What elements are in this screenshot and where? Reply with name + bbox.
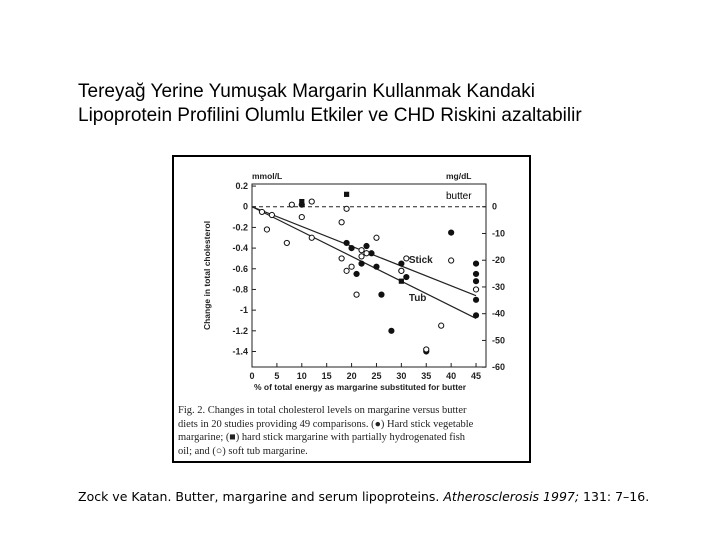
- citation-pages: 131: 7–16.: [579, 489, 650, 504]
- data-point: [473, 261, 478, 266]
- data-point: [473, 287, 478, 292]
- x-tick-label: 25: [371, 371, 382, 381]
- fit-line-label-stick: Stick: [408, 254, 433, 266]
- data-point: [259, 209, 264, 214]
- y-tick-label-left: -0.6: [232, 263, 248, 274]
- data-point: [284, 240, 289, 245]
- x-tick-label: 15: [321, 371, 332, 381]
- caption-line: margarine; (■) hard stick margarine with partially hydrogenated fish: [178, 432, 466, 443]
- slide-title: [78, 80, 678, 128]
- x-axis-title: % of total energy as margarine substituted for butter: [254, 382, 467, 392]
- y-tick-label-right: -20: [492, 255, 506, 266]
- y-tick-label-right: 0: [492, 201, 498, 212]
- data-point: [369, 251, 374, 256]
- butter-annotation: butter: [446, 191, 472, 202]
- y-tick-label-left: -0.8: [232, 284, 248, 295]
- data-point: [269, 212, 274, 217]
- data-point: [289, 202, 294, 207]
- data-point: [344, 192, 349, 197]
- data-point: [424, 347, 429, 352]
- citation-journal: Atherosclerosis 1997;: [443, 489, 580, 504]
- y-axis-title: Change in total cholesterol: [202, 220, 212, 331]
- x-tick-label: 35: [421, 371, 432, 381]
- x-tick-label: 10: [296, 371, 307, 381]
- data-point: [449, 230, 454, 235]
- data-point: [359, 248, 364, 253]
- fit-line-label-tub: Tub: [408, 292, 427, 304]
- data-point: [399, 261, 404, 266]
- x-tick-label: 30: [396, 371, 407, 381]
- data-point: [309, 235, 314, 240]
- data-point: [344, 268, 349, 273]
- data-point: [439, 323, 444, 328]
- data-point: [354, 292, 359, 297]
- data-point: [379, 292, 384, 297]
- y-tick-label-right: -60: [492, 362, 506, 373]
- y-tick-label-left: -0.4: [232, 243, 248, 254]
- caption-line: Fig. 2. Changes in total cholesterol levels on margarine versus butter: [178, 405, 467, 416]
- data-point: [404, 274, 409, 279]
- y-tick-label-left: -1.2: [232, 325, 248, 336]
- data-point: [364, 251, 369, 256]
- data-point: [344, 240, 349, 245]
- data-point: [374, 264, 379, 269]
- scatter-chart: [174, 157, 529, 407]
- slide-title-line-1: Tereyağ Yerine Yumuşak Margarin Kullanmak Kandaki: [78, 81, 535, 102]
- data-point: [449, 258, 454, 263]
- figure-caption: [178, 404, 528, 458]
- y-tick-label-right: -40: [492, 308, 506, 319]
- data-point: [473, 271, 478, 276]
- x-tick-label: 20: [346, 371, 357, 381]
- data-point: [374, 235, 379, 240]
- y-tick-label-left: -1.4: [232, 346, 248, 357]
- x-tick-label: 5: [274, 371, 280, 381]
- data-point: [339, 220, 344, 225]
- figure-panel: [172, 155, 531, 463]
- x-tick-label: 45: [471, 371, 482, 381]
- data-point: [354, 271, 359, 276]
- data-point: [359, 254, 364, 259]
- data-point: [473, 279, 478, 284]
- data-point: [299, 199, 304, 204]
- y-tick-label-right: -30: [492, 281, 506, 292]
- right-unit-label: mg/dL: [446, 171, 472, 181]
- x-tick-label: 0: [249, 371, 255, 381]
- plot-frame: [252, 184, 486, 367]
- data-point: [359, 261, 364, 266]
- citation-authors: Zock ve Katan. Butter, margarine and serum lipoproteins.: [78, 489, 444, 504]
- citation: [78, 489, 698, 504]
- left-unit-label: mmol/L: [252, 171, 283, 181]
- data-point: [264, 227, 269, 232]
- data-point: [349, 246, 354, 251]
- data-point: [473, 297, 478, 302]
- y-tick-label-left: 0.2: [235, 181, 248, 192]
- y-tick-label-left: 0: [242, 201, 248, 212]
- caption-line: oil; and (○) soft tub margarine.: [178, 445, 308, 457]
- data-point: [309, 199, 314, 204]
- data-point: [399, 268, 404, 273]
- y-tick-label-right: -50: [492, 335, 506, 346]
- data-point: [473, 313, 478, 318]
- y-tick-label-right: -10: [492, 228, 506, 239]
- y-tick-label-left: -0.2: [232, 222, 248, 233]
- caption-line: diets in 20 studies providing 49 comparisons. (●) Hard stick vegetable: [178, 418, 474, 430]
- data-point: [339, 256, 344, 261]
- data-point: [344, 206, 349, 211]
- data-point: [299, 214, 304, 219]
- data-point: [389, 328, 394, 333]
- data-point: [364, 243, 369, 248]
- data-point: [349, 264, 354, 269]
- data-point: [404, 256, 409, 261]
- data-point: [399, 279, 404, 284]
- slide-title-line-2: Lipoprotein Profilini Olumlu Etkiler ve CHD Riskini azaltabilir: [78, 105, 582, 126]
- x-tick-label: 40: [446, 371, 457, 381]
- y-tick-label-left: -1: [239, 305, 248, 316]
